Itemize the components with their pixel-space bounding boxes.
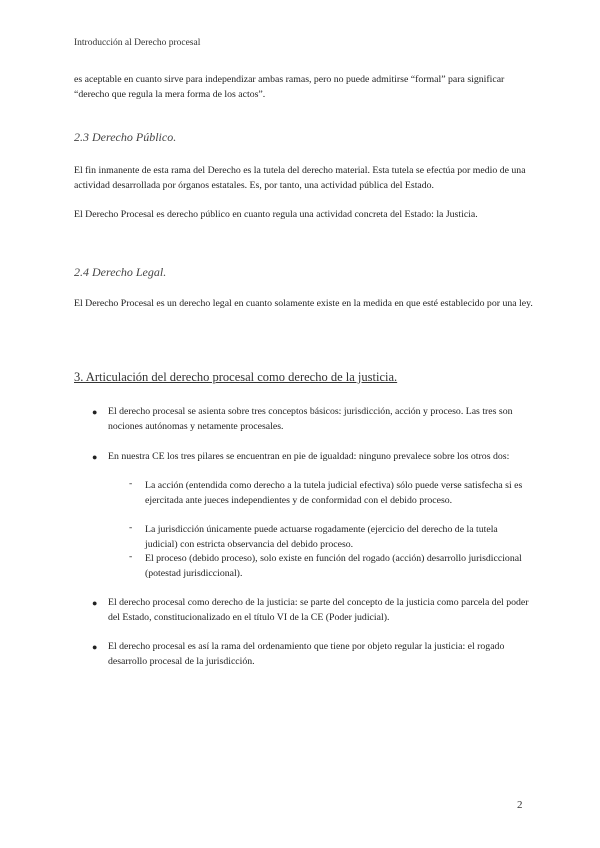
page-number: 2: [517, 799, 523, 811]
bullet-marker: ●: [92, 452, 98, 462]
bullet-marker: ●: [92, 642, 98, 652]
bullet-marker: ●: [92, 598, 98, 608]
section-2-3-paragraph-1: El fin inmanente de esta rama del Derecho es la tutela del derecho material. Esta tutela se efectúa por medio de una actividad desarrollada por órganos estatales. Es, por tanto, una actividad pública del Estado.: [74, 165, 526, 191]
section-2-3-heading: 2.3 Derecho Público.: [74, 130, 177, 144]
sub-list-item: La acción (entendida como derecho a la tutela judicial efectiva) sólo puede verse satisfecha si es ejercitada ante jueces independientes y de conformidad con el debido proceso.: [145, 480, 523, 506]
dash-marker: -: [129, 522, 133, 533]
intro-paragraph: es aceptable en cuanto sirve para independizar ambas ramas, pero no puede admitirse “formal” para significar “derecho que regula la mera forma de los actos”.: [74, 74, 505, 100]
section-2-3-paragraph-2: El Derecho Procesal es derecho público en cuanto regula una actividad concreta del Estado: la Justicia.: [74, 209, 478, 220]
bullet-marker: ●: [92, 407, 98, 417]
section-3-heading: 3. Articulación del derecho procesal como derecho de la justicia.: [74, 370, 398, 384]
page-header: Introducción al Derecho procesal: [74, 38, 201, 48]
list-item: El derecho procesal como derecho de la justicia: se parte del concepto de la justicia como parcela del poder del Estado, constitucionalizado en el título VI de la CE (Poder judicial).: [108, 597, 529, 623]
sub-list-item: El proceso (debido proceso), solo existe en función del rogado (acción) desarrollo jurisdiccional (potestad jurisdiccional).: [145, 553, 522, 579]
dash-marker: -: [129, 551, 133, 562]
list-item: En nuestra CE los tres pilares se encuentran en pie de igualdad: ninguno prevalece sobre los otros dos:: [108, 451, 510, 462]
section-2-4-paragraph: El Derecho Procesal es un derecho legal en cuanto solamente existe en la medida en que esté establecido por una ley.: [74, 298, 533, 309]
section-2-4-heading: 2.4 Derecho Legal.: [74, 265, 167, 279]
dash-marker: -: [129, 478, 133, 489]
list-item: El derecho procesal se asienta sobre tres conceptos básicos: jurisdicción, acción y proceso. Las tres son nociones autónomas y netamente procesales.: [108, 406, 513, 432]
list-item: El derecho procesal es así la rama del ordenamiento que tiene por objeto regular la justicia: el rogado desarrollo procesal de la jurisdicción.: [108, 641, 505, 667]
sub-list-item: La jurisdicción únicamente puede actuarse rogadamente (ejercicio del derecho de la tutela judicial) con estricta observancia del debido proceso.: [145, 524, 498, 550]
